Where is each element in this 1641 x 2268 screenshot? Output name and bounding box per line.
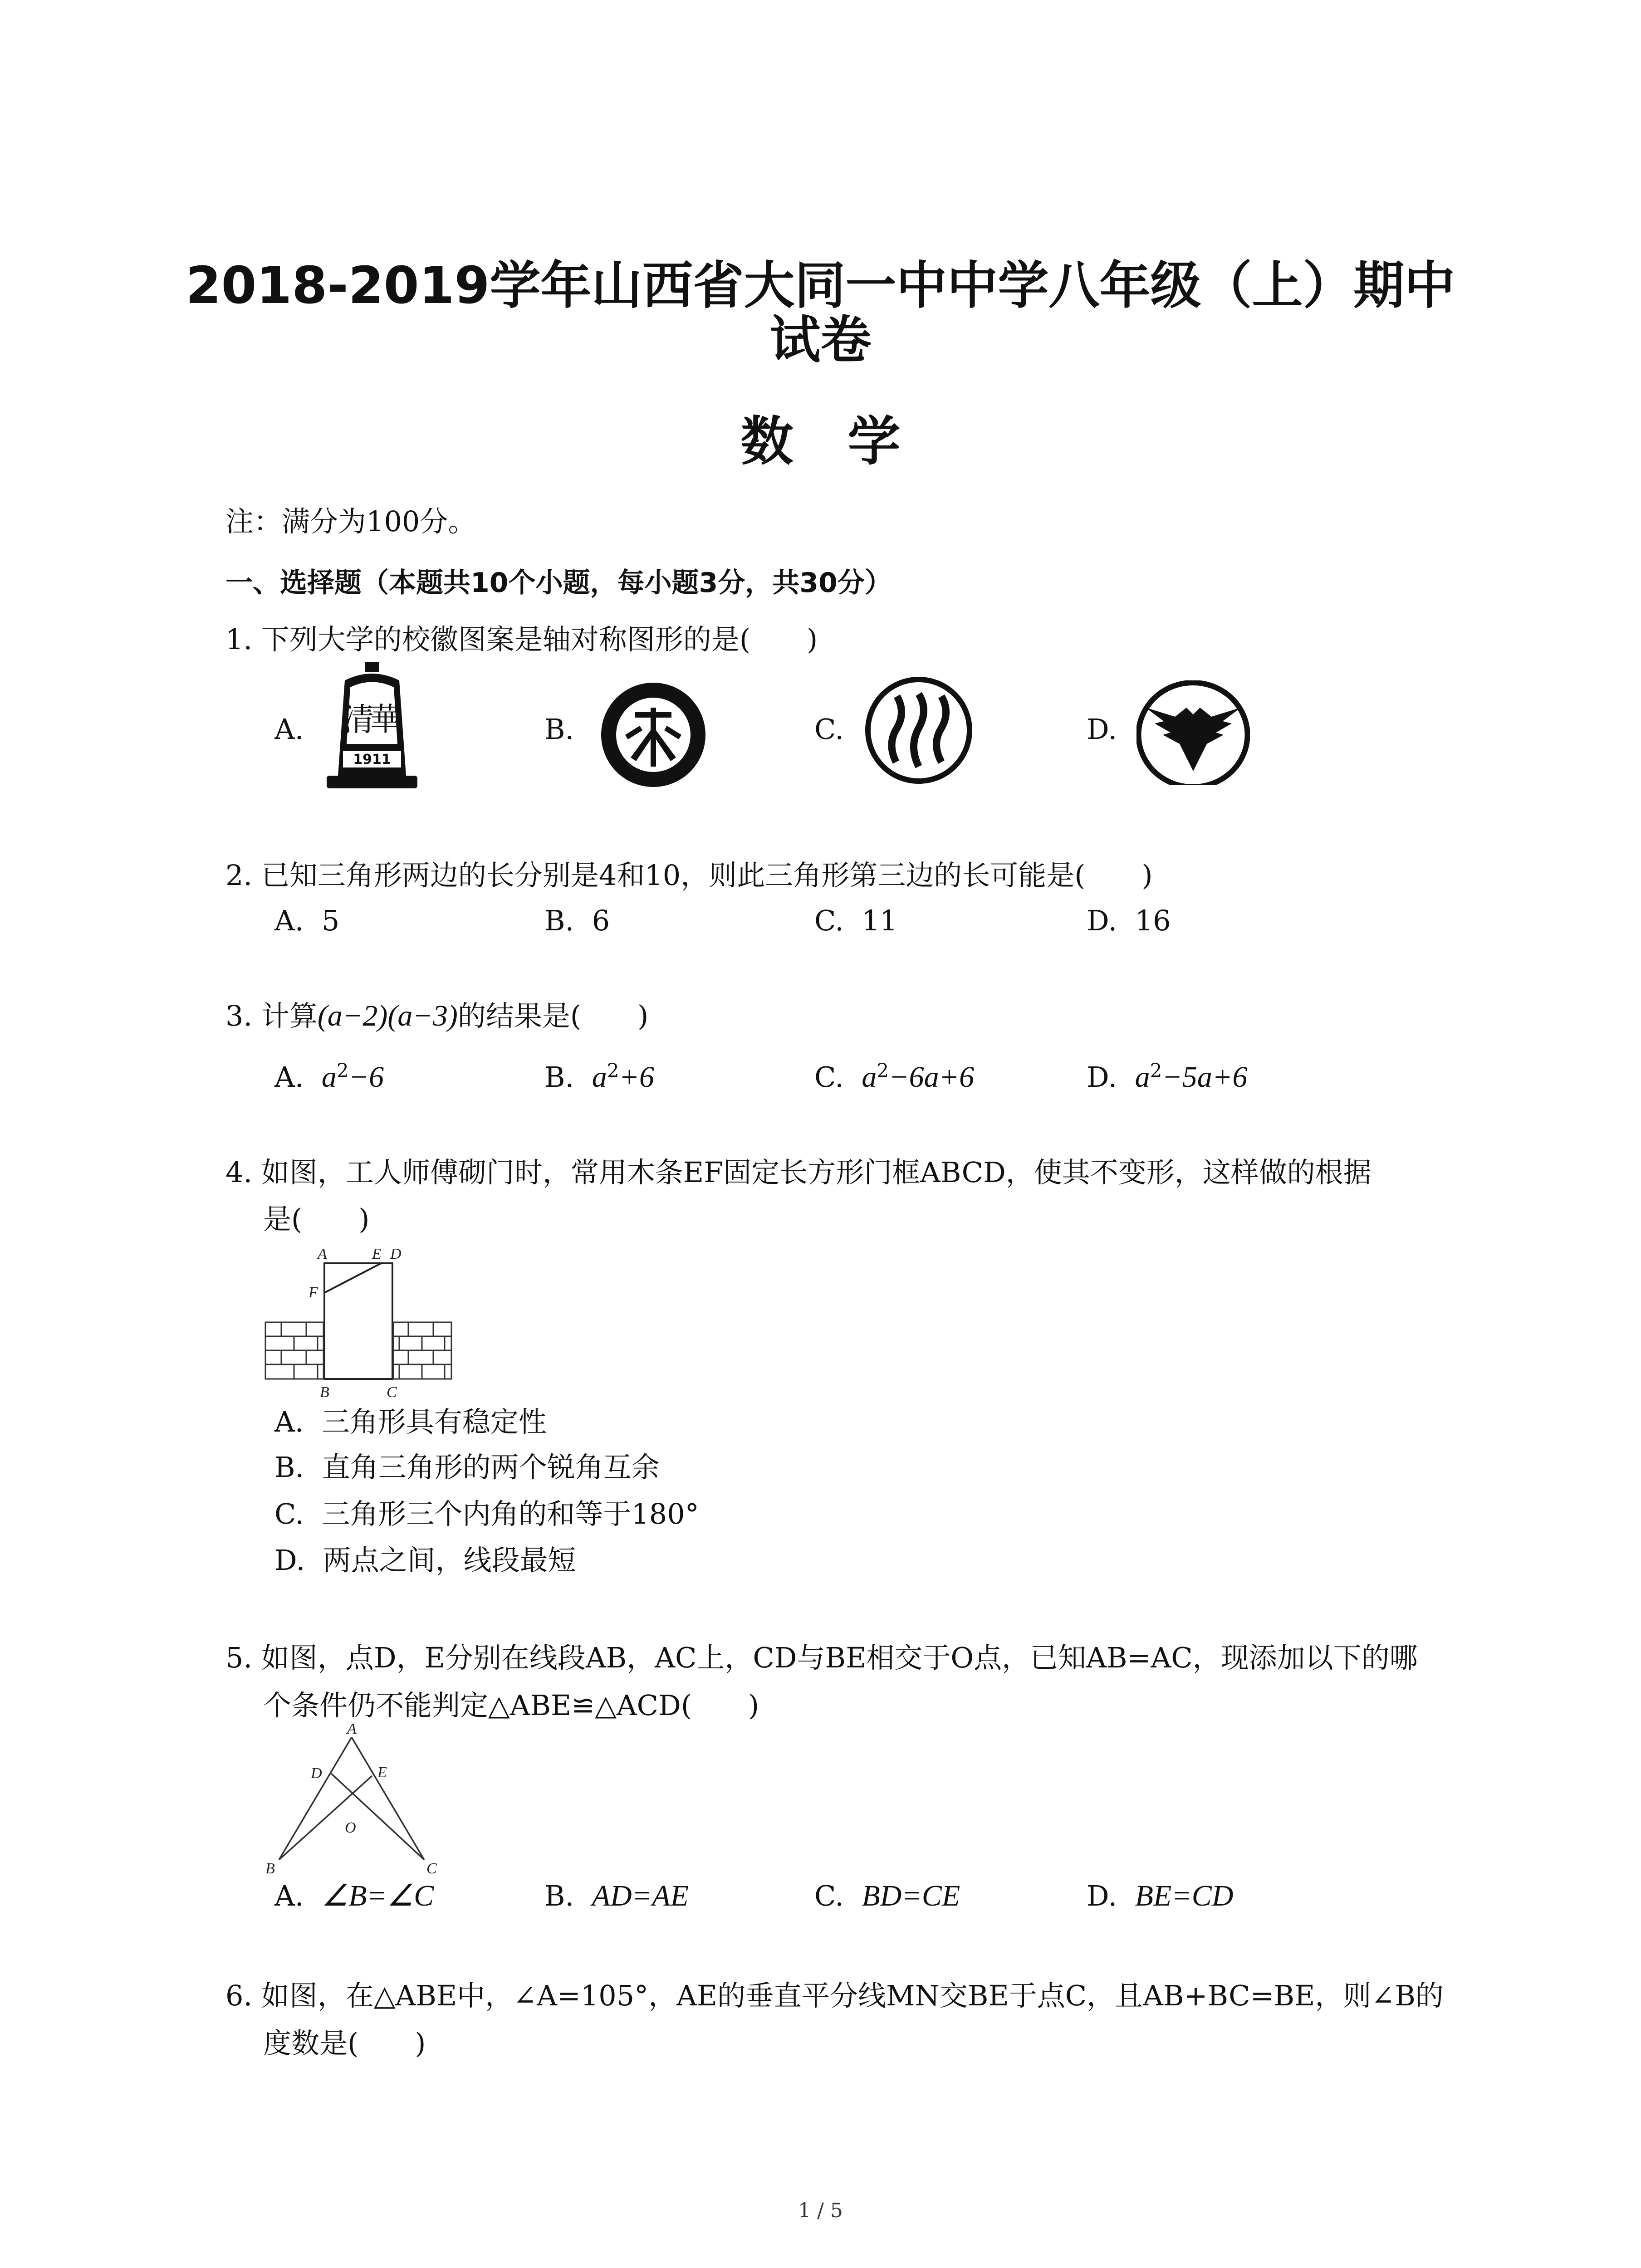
q4-stem-line1: 4. 如图，工人师傅砌门时，常用木条EF固定长方形门框ABCD，使其不变形，这样做的根据 bbox=[225, 1156, 1372, 1189]
q5-label-b: B bbox=[265, 1860, 275, 1877]
q4-option-d-label: D. bbox=[274, 1544, 305, 1577]
q3-stem-expression: (a−2)(a−3) bbox=[317, 999, 458, 1032]
q3-stem bbox=[225, 998, 648, 1034]
q5-option-b bbox=[544, 1878, 689, 1914]
q5-label-e: E bbox=[377, 1764, 387, 1781]
q2-option-a-label: A. bbox=[274, 904, 304, 937]
q2-option-c-value: 11 bbox=[862, 904, 898, 937]
q5-option-c bbox=[814, 1878, 960, 1914]
q5-label-a: A bbox=[347, 1724, 357, 1737]
q3-option-d bbox=[1087, 1059, 1247, 1095]
q5-stem-line2: 个条件仍不能判定△ABE≌△ACD( ) bbox=[263, 1689, 759, 1722]
emblem-char-1: 清 bbox=[343, 701, 374, 738]
section-heading: 一、选择题（本题共10个小题，每小题3分，共30分） bbox=[225, 567, 892, 599]
q5-option-a bbox=[274, 1878, 434, 1914]
q5-option-b-label: B. bbox=[544, 1879, 574, 1912]
q4-option-a bbox=[274, 1404, 547, 1440]
q5-option-a-value: ∠B=∠C bbox=[321, 1879, 434, 1912]
q3-option-c bbox=[814, 1059, 974, 1095]
q3-stem-suffix: 的结果是( ) bbox=[457, 999, 649, 1032]
tsinghua-bell-emblem-icon bbox=[318, 662, 426, 794]
emblem-char-2: 華 bbox=[370, 701, 402, 738]
q3-option-d-sup: 2 bbox=[1150, 1059, 1162, 1082]
q3-option-a-label: A. bbox=[274, 1061, 304, 1094]
q5-label-o: O bbox=[345, 1819, 356, 1836]
q3-option-c-sup: 2 bbox=[877, 1059, 889, 1082]
q4-door-frame-figure bbox=[263, 1241, 454, 1404]
q5-option-a-label: A. bbox=[274, 1879, 304, 1912]
q4-label-a: A bbox=[318, 1246, 327, 1262]
q2-option-b bbox=[544, 903, 610, 939]
q4-option-d-text: 两点之间，线段最短 bbox=[323, 1544, 576, 1577]
q3-option-c-label: C. bbox=[814, 1061, 844, 1094]
q3-option-d-base: a bbox=[1135, 1061, 1150, 1094]
page-number: 1 / 5 bbox=[798, 2199, 843, 2222]
q4-label-f: F bbox=[309, 1284, 318, 1301]
q3-option-c-rest: −6a+6 bbox=[889, 1061, 975, 1094]
q2-option-c bbox=[814, 903, 897, 939]
peking-university-emblem-icon bbox=[599, 680, 708, 789]
q3-option-a bbox=[274, 1059, 384, 1095]
q2-option-c-label: C. bbox=[814, 904, 844, 937]
q3-option-a-base: a bbox=[321, 1061, 337, 1094]
q4-label-b: B bbox=[320, 1384, 329, 1401]
q3-option-c-base: a bbox=[862, 1061, 877, 1094]
q1-option-a-label: A. bbox=[274, 713, 304, 746]
q6-stem-line2: 度数是( ) bbox=[263, 2027, 426, 2060]
q5-option-c-label: C. bbox=[814, 1879, 844, 1912]
q4-option-b-label: B. bbox=[274, 1451, 304, 1484]
q4-label-e: E bbox=[372, 1246, 382, 1262]
q3-option-d-label: D. bbox=[1087, 1061, 1117, 1094]
q4-label-d: D bbox=[390, 1246, 402, 1262]
q2-option-d bbox=[1087, 903, 1171, 939]
score-note: 注：满分为100分。 bbox=[225, 505, 476, 538]
q4-option-c-text: 三角形三个内角的和等于180° bbox=[322, 1497, 699, 1530]
q4-option-a-text: 三角形具有稳定性 bbox=[321, 1405, 547, 1438]
q5-triangle-figure bbox=[263, 1724, 445, 1878]
q3-option-d-rest: −5a+6 bbox=[1162, 1061, 1248, 1094]
q3-option-a-sup: 2 bbox=[336, 1059, 349, 1082]
q3-stem-prefix: 3. 计算 bbox=[225, 999, 318, 1032]
exam-title-line2: 试卷 bbox=[769, 311, 872, 370]
q5-option-d-label: D. bbox=[1087, 1879, 1117, 1912]
q5-label-d: D bbox=[311, 1765, 322, 1782]
q3-option-a-rest: −6 bbox=[348, 1061, 384, 1094]
q4-stem-line2: 是( ) bbox=[263, 1202, 370, 1236]
q2-option-a-value: 5 bbox=[321, 904, 340, 937]
q2-stem: 2. 已知三角形两边的长分别是4和10，则此三角形第三边的长可能是( ) bbox=[225, 859, 1153, 892]
q4-option-a-label: A. bbox=[274, 1405, 304, 1438]
q3-option-b-base: a bbox=[592, 1061, 607, 1094]
q1-option-d-label: D. bbox=[1087, 713, 1117, 746]
q2-option-a bbox=[274, 903, 339, 939]
q1-option-b-label: B. bbox=[544, 713, 574, 746]
q1-option-c-label: C. bbox=[814, 713, 844, 746]
q4-option-c-label: C. bbox=[274, 1497, 304, 1530]
q4-option-b bbox=[274, 1449, 660, 1486]
q2-option-d-value: 16 bbox=[1135, 904, 1171, 937]
q2-option-b-label: B. bbox=[544, 904, 574, 937]
q5-label-c: C bbox=[426, 1860, 437, 1877]
emblem-year-text: 1911 bbox=[353, 752, 391, 767]
q3-option-b-rest: +6 bbox=[619, 1061, 654, 1094]
q3-option-b bbox=[544, 1059, 654, 1095]
q3-option-b-sup: 2 bbox=[607, 1059, 619, 1082]
bird-wings-emblem-icon bbox=[1136, 680, 1250, 785]
q4-option-c bbox=[274, 1496, 699, 1532]
q5-option-b-value: AD=AE bbox=[592, 1879, 689, 1912]
q2-option-b-value: 6 bbox=[592, 904, 610, 937]
q2-option-d-label: D. bbox=[1087, 904, 1117, 937]
q4-option-b-text: 直角三角形的两个锐角互余 bbox=[322, 1451, 660, 1484]
q5-option-d bbox=[1087, 1878, 1234, 1914]
q4-option-d bbox=[274, 1542, 576, 1579]
q4-label-c: C bbox=[387, 1384, 397, 1401]
q6-stem-line1: 6. 如图，在△ABE中，∠A=105°，AE的垂直平分线MN交BE于点C，且AB+BC=BE，则∠B的 bbox=[225, 1979, 1444, 2012]
wavy-lines-emblem-icon bbox=[864, 676, 973, 785]
q5-option-c-value: BD=CE bbox=[862, 1879, 960, 1912]
q1-stem: 1. 下列大学的校徽图案是轴对称图形的是( ) bbox=[225, 623, 818, 656]
q5-stem-line1: 5. 如图，点D，E分别在线段AB，AC上，CD与BE相交于O点，已知AB=AC，现添加以下的哪 bbox=[225, 1641, 1418, 1674]
q5-option-d-value: BE=CD bbox=[1135, 1879, 1234, 1912]
q3-option-b-label: B. bbox=[544, 1061, 574, 1094]
exam-title-line1: 2018-2019学年山西省大同一中中学八年级（上）期中 bbox=[186, 256, 1455, 315]
subject-title: 数学 bbox=[740, 411, 955, 472]
